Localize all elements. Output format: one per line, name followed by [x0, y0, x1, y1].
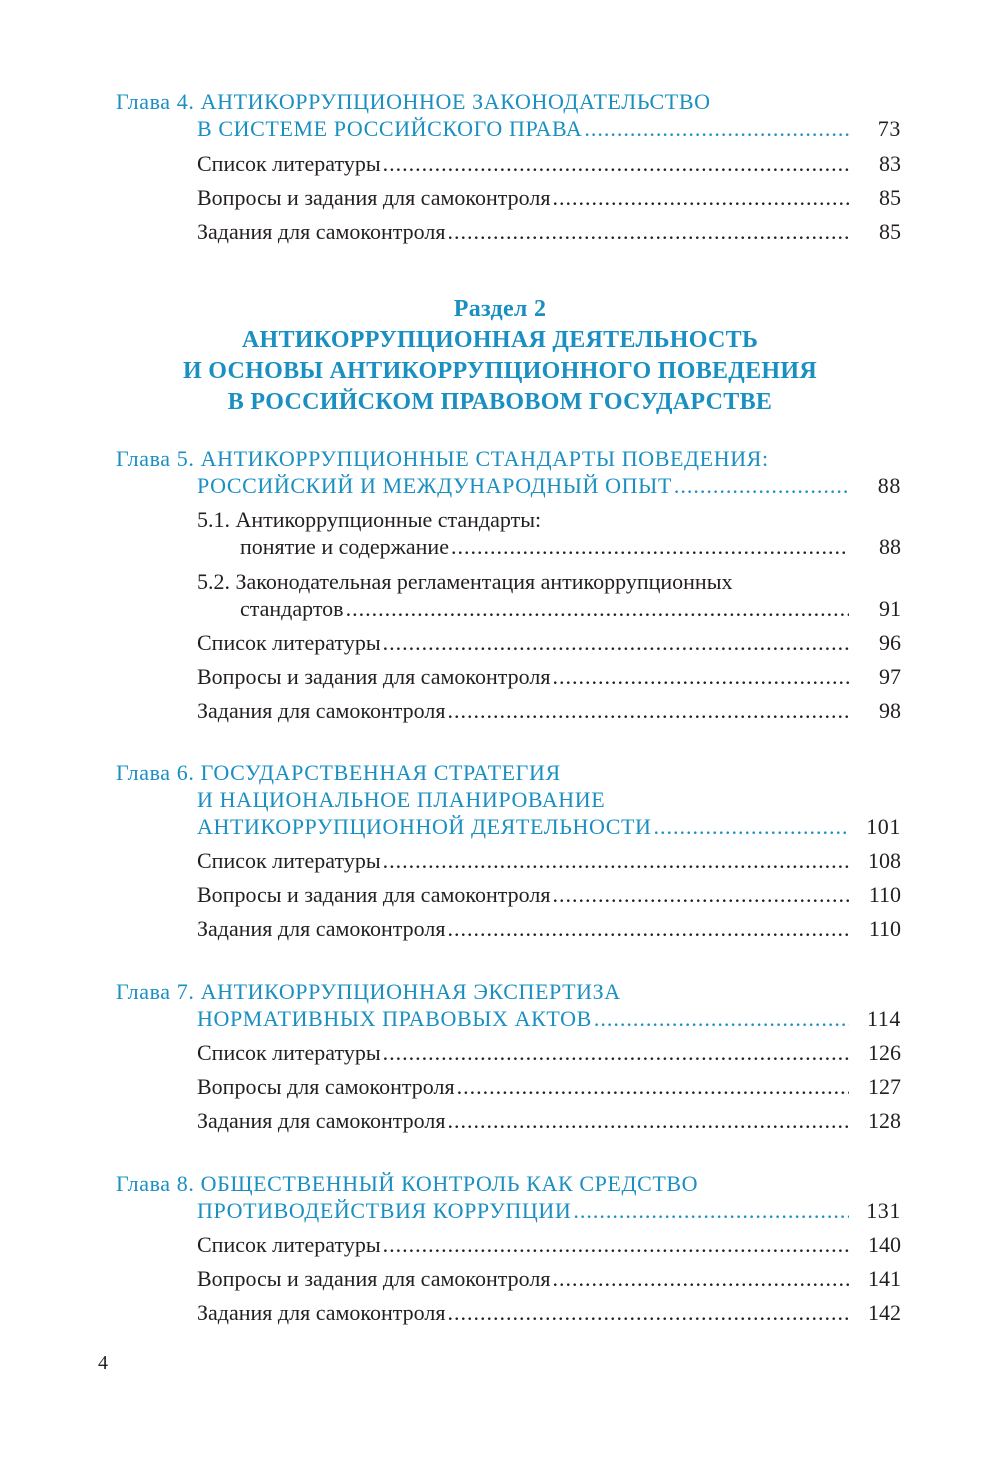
toc-entry[interactable] [116, 181, 901, 215]
page-number: 141 [868, 1266, 901, 1291]
section-title-line: В РОССИЙСКОМ ПРАВОВОМ ГОСУДАРСТВЕ [227, 389, 773, 415]
chapter-label: Глава 5. [116, 446, 195, 471]
dot-leader [447, 1296, 849, 1330]
page-number: 85 [879, 185, 901, 210]
dot-leader [383, 147, 849, 181]
page-number: 96 [879, 630, 901, 655]
chapter-title: РОССИЙСКИЙ И МЕЖДУНАРОДНЫЙ ОПЫТ [197, 473, 672, 498]
page-number: 131 [866, 1198, 901, 1223]
chapter-title-line[interactable] [116, 115, 901, 142]
toc-entry[interactable] [116, 1104, 901, 1138]
section-2-heading [0, 294, 1000, 418]
dot-leader [383, 1228, 849, 1262]
toc-entry[interactable] [116, 1036, 901, 1070]
toc-entry[interactable] [116, 1262, 901, 1296]
entry-text: Задания для самоконтроля [197, 916, 446, 941]
section-title-line: И ОСНОВЫ АНТИКОРРУПЦИОННОГО ПОВЕДЕНИЯ [182, 358, 817, 384]
entry-text: Задания для самоконтроля [197, 1108, 446, 1133]
toc-entry[interactable] [116, 626, 901, 660]
subsection-title[interactable]: 5.1. Антикоррупционные стандарты: [197, 507, 542, 532]
entry-text: Список литературы [197, 151, 381, 176]
dot-leader [451, 533, 849, 560]
toc-entry[interactable] [116, 694, 901, 728]
entry-text: Список литературы [197, 1232, 381, 1257]
toc-entry[interactable] [116, 1228, 901, 1262]
page-number: 83 [879, 151, 901, 176]
chapter-title-line[interactable] [116, 472, 901, 499]
page-number: 140 [868, 1232, 901, 1257]
chapter-title: АНТИКОРРУПЦИОННЫЕ СТАНДАРТЫ ПОВЕДЕНИЯ: [200, 446, 769, 471]
page-number: 91 [879, 596, 901, 621]
chapter-title: АНТИКОРРУПЦИОННАЯ ЭКСПЕРТИЗА [200, 979, 621, 1004]
chapter-title-line [116, 978, 901, 1005]
dot-leader [447, 694, 849, 728]
chapter-title: ГОСУДАРСТВЕННАЯ СТРАТЕГИЯ [200, 760, 561, 785]
dot-leader [552, 1262, 849, 1296]
chapter-title-line[interactable] [116, 813, 901, 840]
chapter-title-line [116, 445, 901, 472]
subsection-entry[interactable] [116, 533, 901, 560]
chapter-title-line [116, 88, 901, 115]
page-number: 85 [879, 219, 901, 244]
page-number: 88 [879, 534, 901, 559]
subsection-title: понятие и содержание [240, 534, 449, 559]
page-number: 98 [879, 698, 901, 723]
chapter-title: ПРОТИВОДЕЙСТВИЯ КОРРУПЦИИ [197, 1198, 572, 1223]
dot-leader [594, 1005, 849, 1032]
chapter-title: И НАЦИОНАЛЬНОЕ ПЛАНИРОВАНИЕ [197, 787, 606, 812]
page-number: 114 [867, 1006, 901, 1031]
chapter-8 [116, 1170, 901, 1330]
dot-leader [573, 1197, 849, 1224]
page-number: 110 [868, 916, 901, 941]
toc-entry[interactable] [116, 215, 901, 249]
toc-entry[interactable] [116, 147, 901, 181]
entry-text: Вопросы и задания для самоконтроля [197, 664, 551, 689]
chapter-title-line[interactable] [116, 1005, 901, 1032]
page-number: 108 [868, 848, 901, 873]
page-number: 88 [877, 473, 901, 498]
subsection-title: стандартов [240, 596, 344, 621]
toc-entry[interactable] [116, 912, 901, 946]
chapter-label: Глава 4. [116, 89, 195, 114]
chapter-7 [116, 978, 901, 1138]
page-number: 110 [868, 882, 901, 907]
entry-text: Вопросы и задания для самоконтроля [197, 1266, 551, 1291]
page-number: 101 [866, 814, 901, 839]
chapter-5 [116, 445, 901, 728]
table-of-contents-section-2 [116, 445, 901, 1330]
dot-leader [383, 626, 849, 660]
toc-entry[interactable] [116, 844, 901, 878]
dot-leader [552, 878, 849, 912]
toc-entry[interactable] [116, 1070, 901, 1104]
dot-leader [383, 844, 849, 878]
dot-leader [552, 660, 849, 694]
chapter-6 [116, 759, 901, 946]
toc-entry[interactable] [116, 660, 901, 694]
toc-entry[interactable] [116, 1296, 901, 1330]
dot-leader [457, 1070, 849, 1104]
chapter-4 [116, 0, 901, 249]
subsection-title[interactable]: 5.2. Законодательная регламентация антикоррупционных [197, 569, 733, 594]
entry-text: Вопросы для самоконтроля [197, 1074, 455, 1099]
section-title-line: АНТИКОРРУПЦИОННАЯ ДЕЯТЕЛЬНОСТЬ [241, 327, 759, 353]
page-number: 126 [868, 1040, 901, 1065]
entry-text: Задания для самоконтроля [197, 1300, 446, 1325]
page-number: 128 [868, 1108, 901, 1133]
section-label: Раздел 2 [453, 296, 547, 322]
dot-leader [654, 813, 849, 840]
subsection-entry[interactable] [116, 595, 901, 622]
dot-leader [383, 1036, 849, 1070]
entry-text: Вопросы и задания для самоконтроля [197, 185, 551, 210]
dot-leader [447, 215, 849, 249]
entry-text: Задания для самоконтроля [197, 698, 446, 723]
chapter-label: Глава 7. [116, 979, 195, 1004]
dot-leader [674, 472, 849, 499]
chapter-title: ОБЩЕСТВЕННЫЙ КОНТРОЛЬ КАК СРЕДСТВО [200, 1171, 699, 1196]
dot-leader [447, 1104, 849, 1138]
entry-text: Задания для самоконтроля [197, 219, 446, 244]
chapter-title: АНТИКОРРУПЦИОННОЙ ДЕЯТЕЛЬНОСТИ [197, 814, 652, 839]
entry-text: Список литературы [197, 1040, 381, 1065]
chapter-title: АНТИКОРРУПЦИОННОЕ ЗАКОНОДАТЕЛЬСТВО [200, 89, 711, 114]
chapter-title: НОРМАТИВНЫХ ПРАВОВЫХ АКТОВ [197, 1006, 592, 1031]
chapter-title: В СИСТЕМЕ РОССИЙСКОГО ПРАВА [197, 116, 583, 141]
dot-leader [552, 181, 849, 215]
chapter-label: Глава 8. [116, 1171, 195, 1196]
chapter-title-line[interactable] [116, 1197, 901, 1224]
page-number: 73 [877, 116, 901, 141]
toc-entry[interactable] [116, 878, 901, 912]
dot-leader [447, 912, 849, 946]
table-of-contents [116, 0, 901, 249]
entry-text: Список литературы [197, 630, 381, 655]
page-number: 127 [868, 1074, 901, 1099]
dot-leader [346, 595, 849, 622]
dot-leader [584, 115, 849, 142]
page-number: 97 [879, 664, 901, 689]
entry-text: Список литературы [197, 848, 381, 873]
entry-text: Вопросы и задания для самоконтроля [197, 882, 551, 907]
chapter-title-line [116, 759, 901, 786]
chapter-title-line [116, 1170, 901, 1197]
page-folio: 4 [98, 1352, 108, 1374]
page-number: 142 [868, 1300, 901, 1325]
chapter-label: Глава 6. [116, 760, 195, 785]
